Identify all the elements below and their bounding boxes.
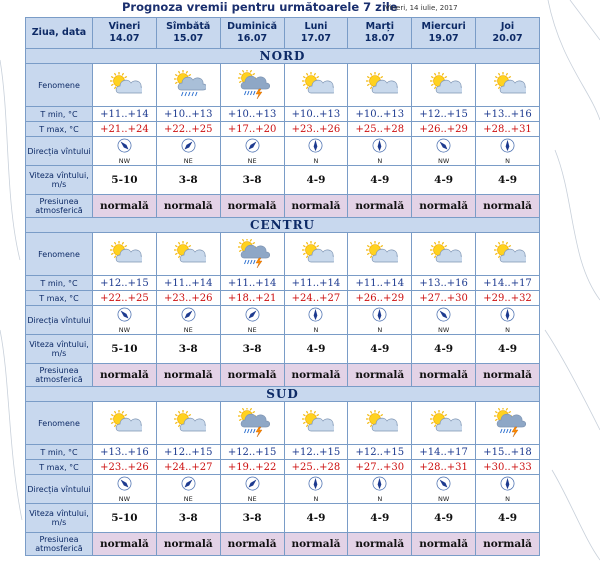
wind-dir-cell bbox=[284, 306, 348, 335]
day-date: 17.07 bbox=[300, 33, 331, 44]
row-label-pressure: Presiunea atmosferică bbox=[26, 533, 93, 556]
region-name: CENTRU bbox=[26, 218, 540, 233]
day-date: 14.07 bbox=[109, 33, 140, 44]
day-name: Marți bbox=[365, 21, 394, 32]
pressure-cell: normală bbox=[93, 364, 157, 387]
day-name: Sîmbătă bbox=[166, 21, 211, 32]
row-label-phenomena: Fenomene bbox=[26, 64, 93, 107]
compass-icon bbox=[308, 476, 323, 495]
pressure-row bbox=[26, 533, 540, 556]
day-header bbox=[284, 18, 348, 49]
wind-dir-text: NE bbox=[247, 325, 257, 334]
phenomena-cell bbox=[156, 402, 220, 445]
compass-icon bbox=[308, 138, 323, 157]
wind-dir-cell bbox=[93, 475, 157, 504]
wind-dir-row bbox=[26, 475, 540, 504]
row-label-tmax: T max, °C bbox=[26, 460, 93, 475]
wind-speed-row bbox=[26, 504, 540, 533]
phenomena-cell bbox=[476, 233, 540, 276]
wind-speed-cell: 4-9 bbox=[412, 335, 476, 364]
day-name: Miercuri bbox=[421, 21, 466, 32]
region-name: SUD bbox=[26, 387, 540, 402]
wind-speed-cell: 5-10 bbox=[93, 335, 157, 364]
phenomena-row bbox=[26, 402, 540, 445]
compass-icon bbox=[117, 476, 132, 495]
phenomena-cell bbox=[412, 402, 476, 445]
wind-dir-cell bbox=[284, 137, 348, 166]
wind-dir-text: N bbox=[505, 156, 510, 165]
row-label-wind-dir: Direcția vîntului bbox=[26, 306, 93, 335]
tmax-cell: +26..+29 bbox=[348, 291, 412, 306]
wind-dir-cell bbox=[156, 306, 220, 335]
compass-icon bbox=[245, 476, 260, 495]
day-name: Luni bbox=[304, 21, 328, 32]
pressure-cell: normală bbox=[93, 533, 157, 556]
compass-icon bbox=[500, 138, 515, 157]
phenomena-row bbox=[26, 64, 540, 107]
wind-dir-cell bbox=[284, 475, 348, 504]
phenomena-row bbox=[26, 233, 540, 276]
wind-dir-text: N bbox=[313, 494, 319, 503]
pressure-cell: normală bbox=[348, 364, 412, 387]
row-label-tmin: T min, °C bbox=[26, 276, 93, 291]
wind-speed-cell: 5-10 bbox=[93, 166, 157, 195]
phenomena-cell bbox=[284, 233, 348, 276]
phenomena-cell bbox=[93, 402, 157, 445]
tmin-cell: +10..+13 bbox=[220, 107, 284, 122]
tmin-cell: +12..+15 bbox=[93, 276, 157, 291]
region-row bbox=[26, 218, 540, 233]
sun-cloud-icon bbox=[93, 239, 156, 269]
wind-dir-cell bbox=[156, 137, 220, 166]
sun-cloud-icon bbox=[93, 70, 156, 100]
tmax-cell: +25..+28 bbox=[284, 460, 348, 475]
tmin-cell: +13..+16 bbox=[412, 276, 476, 291]
wind-dir-text: N bbox=[313, 325, 319, 334]
phenomena-cell bbox=[284, 64, 348, 107]
sun-cloud-icon bbox=[157, 239, 220, 269]
wind-speed-cell: 5-10 bbox=[93, 504, 157, 533]
phenomena-cell bbox=[476, 402, 540, 445]
compass-icon bbox=[245, 138, 260, 157]
tmax-cell: +24..+27 bbox=[284, 291, 348, 306]
row-label-wind-speed: Viteza vîntului, m/s bbox=[26, 166, 93, 195]
wind-speed-cell: 3-8 bbox=[156, 166, 220, 195]
pressure-cell: normală bbox=[220, 533, 284, 556]
tmin-cell: +12..+15 bbox=[220, 445, 284, 460]
wind-dir-cell bbox=[412, 306, 476, 335]
wind-dir-cell bbox=[220, 475, 284, 504]
row-label-pressure: Presiunea atmosferică bbox=[26, 364, 93, 387]
tmin-row bbox=[26, 445, 540, 460]
day-date: 20.07 bbox=[492, 33, 523, 44]
tmin-cell: +15..+18 bbox=[476, 445, 540, 460]
sun-cloud-icon bbox=[348, 239, 411, 269]
row-label-pressure: Presiunea atmosferică bbox=[26, 195, 93, 218]
sun-cloud-icon bbox=[157, 408, 220, 438]
sun-cloud-icon bbox=[412, 408, 475, 438]
tmin-cell: +12..+15 bbox=[156, 445, 220, 460]
pressure-cell: normală bbox=[220, 195, 284, 218]
compass-icon bbox=[436, 307, 451, 326]
pressure-cell: normală bbox=[284, 195, 348, 218]
row-label-phenomena: Fenomene bbox=[26, 233, 93, 276]
tmin-cell: +13..+16 bbox=[93, 445, 157, 460]
phenomena-cell bbox=[284, 402, 348, 445]
row-label-tmin: T min, °C bbox=[26, 445, 93, 460]
tmax-cell: +23..+26 bbox=[93, 460, 157, 475]
day-date: 19.07 bbox=[428, 33, 459, 44]
sun-cloud-icon bbox=[476, 70, 539, 100]
phenomena-cell bbox=[220, 402, 284, 445]
phenomena-cell bbox=[348, 233, 412, 276]
phenomena-cell bbox=[348, 64, 412, 107]
region-row bbox=[26, 387, 540, 402]
wind-speed-cell: 4-9 bbox=[412, 504, 476, 533]
wind-dir-text: NW bbox=[437, 156, 450, 165]
report-date: Vineri, 14 iulie, 2017 bbox=[385, 4, 458, 12]
wind-dir-text: N bbox=[505, 494, 510, 503]
tmax-cell: +19..+22 bbox=[220, 460, 284, 475]
row-label-tmax: T max, °C bbox=[26, 122, 93, 137]
phenomena-cell bbox=[476, 64, 540, 107]
wind-dir-cell bbox=[220, 306, 284, 335]
tmax-row bbox=[26, 291, 540, 306]
wind-speed-cell: 3-8 bbox=[220, 335, 284, 364]
pressure-row bbox=[26, 195, 540, 218]
tmax-cell: +23..+26 bbox=[156, 291, 220, 306]
tmax-row bbox=[26, 460, 540, 475]
day-header bbox=[220, 18, 284, 49]
wind-dir-text: NE bbox=[247, 494, 257, 503]
row-label-wind-dir: Direcția vîntului bbox=[26, 475, 93, 504]
tmin-cell: +12..+15 bbox=[284, 445, 348, 460]
wind-speed-cell: 4-9 bbox=[476, 166, 540, 195]
phenomena-cell bbox=[156, 233, 220, 276]
tmin-row bbox=[26, 107, 540, 122]
day-header bbox=[348, 18, 412, 49]
wind-dir-text: NW bbox=[118, 156, 131, 165]
tmax-cell: +27..+30 bbox=[412, 291, 476, 306]
tmax-cell: +25..+28 bbox=[348, 122, 412, 137]
wind-dir-cell bbox=[156, 475, 220, 504]
sun-cloud-icon bbox=[348, 408, 411, 438]
compass-icon bbox=[500, 476, 515, 495]
wind-dir-cell bbox=[348, 306, 412, 335]
pressure-cell: normală bbox=[412, 195, 476, 218]
wind-speed-cell: 3-8 bbox=[156, 504, 220, 533]
day-date: 16.07 bbox=[237, 33, 268, 44]
day-name: Vineri bbox=[108, 21, 141, 32]
sun-cloud-icon bbox=[348, 70, 411, 100]
tmin-cell: +11..+14 bbox=[220, 276, 284, 291]
wind-dir-cell bbox=[93, 306, 157, 335]
wind-dir-cell bbox=[476, 137, 540, 166]
tmax-row bbox=[26, 122, 540, 137]
pressure-cell: normală bbox=[476, 364, 540, 387]
tmax-cell: +24..+27 bbox=[156, 460, 220, 475]
wind-dir-text: N bbox=[377, 325, 383, 334]
tmin-cell: +10..+13 bbox=[348, 107, 412, 122]
wind-speed-cell: 3-8 bbox=[220, 504, 284, 533]
wind-speed-cell: 4-9 bbox=[476, 504, 540, 533]
tmax-cell: +21..+24 bbox=[93, 122, 157, 137]
thunder-rain-icon bbox=[221, 239, 284, 269]
tmin-cell: +10..+13 bbox=[284, 107, 348, 122]
day-name: Joi bbox=[500, 21, 515, 32]
wind-dir-row bbox=[26, 306, 540, 335]
wind-dir-cell bbox=[412, 137, 476, 166]
wind-dir-cell bbox=[348, 475, 412, 504]
header-row bbox=[26, 18, 540, 49]
tmax-cell: +22..+25 bbox=[93, 291, 157, 306]
wind-speed-cell: 4-9 bbox=[284, 166, 348, 195]
row-label-wind-speed: Viteza vîntului, m/s bbox=[26, 504, 93, 533]
compass-icon bbox=[372, 476, 387, 495]
day-header bbox=[156, 18, 220, 49]
tmax-cell: +29..+32 bbox=[476, 291, 540, 306]
region-row bbox=[26, 49, 540, 64]
sun-cloud-icon bbox=[285, 408, 348, 438]
wind-dir-text: N bbox=[377, 494, 383, 503]
wind-speed-cell: 4-9 bbox=[284, 335, 348, 364]
tmax-cell: +27..+30 bbox=[348, 460, 412, 475]
pressure-cell: normală bbox=[220, 364, 284, 387]
sun-cloud-icon bbox=[412, 239, 475, 269]
tmin-row bbox=[26, 276, 540, 291]
thunder-rain-icon bbox=[221, 70, 284, 100]
compass-icon bbox=[500, 307, 515, 326]
header-first-col: Ziua, data bbox=[26, 18, 93, 49]
wind-speed-cell: 3-8 bbox=[220, 166, 284, 195]
phenomena-cell bbox=[93, 233, 157, 276]
compass-icon bbox=[181, 138, 196, 157]
phenomena-cell bbox=[348, 402, 412, 445]
pressure-cell: normală bbox=[156, 533, 220, 556]
wind-dir-text: NW bbox=[437, 494, 450, 503]
row-label-wind-dir: Direcția vîntului bbox=[26, 137, 93, 166]
pressure-cell: normală bbox=[156, 195, 220, 218]
row-label-phenomena: Fenomene bbox=[26, 402, 93, 445]
tmin-cell: +10..+13 bbox=[156, 107, 220, 122]
phenomena-cell bbox=[412, 233, 476, 276]
wind-dir-row bbox=[26, 137, 540, 166]
tmin-cell: +12..+15 bbox=[348, 445, 412, 460]
tmin-cell: +13..+16 bbox=[476, 107, 540, 122]
wind-dir-text: NE bbox=[247, 156, 257, 165]
day-header bbox=[476, 18, 540, 49]
tmin-cell: +11..+14 bbox=[348, 276, 412, 291]
day-header bbox=[93, 18, 157, 49]
wind-speed-cell: 3-8 bbox=[156, 335, 220, 364]
compass-icon bbox=[308, 307, 323, 326]
pressure-cell: normală bbox=[348, 533, 412, 556]
wind-speed-cell: 4-9 bbox=[348, 335, 412, 364]
row-label-tmin: T min, °C bbox=[26, 107, 93, 122]
wind-dir-text: NE bbox=[183, 325, 193, 334]
day-date: 15.07 bbox=[173, 33, 204, 44]
pressure-row bbox=[26, 364, 540, 387]
wind-dir-text: N bbox=[505, 325, 510, 334]
wind-dir-cell bbox=[220, 137, 284, 166]
wind-dir-text: NW bbox=[118, 325, 131, 334]
region-name: NORD bbox=[26, 49, 540, 64]
tmax-cell: +23..+26 bbox=[284, 122, 348, 137]
compass-icon bbox=[117, 138, 132, 157]
wind-dir-cell bbox=[348, 137, 412, 166]
pressure-cell: normală bbox=[476, 533, 540, 556]
compass-icon bbox=[245, 307, 260, 326]
wind-dir-cell bbox=[93, 137, 157, 166]
compass-icon bbox=[436, 476, 451, 495]
tmin-cell: +11..+14 bbox=[284, 276, 348, 291]
wind-dir-text: NE bbox=[183, 494, 193, 503]
compass-icon bbox=[436, 138, 451, 157]
sun-cloud-icon bbox=[285, 70, 348, 100]
wind-speed-row bbox=[26, 166, 540, 195]
wind-dir-text: N bbox=[313, 156, 319, 165]
wind-dir-cell bbox=[476, 306, 540, 335]
sun-cloud-icon bbox=[285, 239, 348, 269]
wind-dir-cell bbox=[412, 475, 476, 504]
page-title: Prognoza vremii pentru următoarele 7 zile bbox=[122, 0, 398, 14]
sun-cloud-icon bbox=[476, 239, 539, 269]
wind-speed-row bbox=[26, 335, 540, 364]
thunder-rain-icon bbox=[221, 408, 284, 438]
phenomena-cell bbox=[156, 64, 220, 107]
tmin-cell: +14..+17 bbox=[476, 276, 540, 291]
wind-speed-cell: 4-9 bbox=[412, 166, 476, 195]
thunder-rain-icon bbox=[476, 408, 539, 438]
pressure-cell: normală bbox=[412, 533, 476, 556]
day-name: Duminică bbox=[227, 21, 278, 32]
sun-cloud-icon bbox=[412, 70, 475, 100]
pressure-cell: normală bbox=[412, 364, 476, 387]
wind-speed-cell: 4-9 bbox=[348, 504, 412, 533]
day-header bbox=[412, 18, 476, 49]
pressure-cell: normală bbox=[156, 364, 220, 387]
compass-icon bbox=[181, 307, 196, 326]
forecast-table bbox=[25, 17, 540, 556]
wind-dir-text: NW bbox=[118, 494, 131, 503]
pressure-cell: normală bbox=[476, 195, 540, 218]
sun-cloud-icon bbox=[93, 408, 156, 438]
tmax-cell: +28..+31 bbox=[412, 460, 476, 475]
compass-icon bbox=[181, 476, 196, 495]
day-date: 18.07 bbox=[364, 33, 395, 44]
wind-speed-cell: 4-9 bbox=[476, 335, 540, 364]
phenomena-cell bbox=[93, 64, 157, 107]
wind-speed-cell: 4-9 bbox=[348, 166, 412, 195]
rain-cloud-icon bbox=[157, 70, 220, 100]
phenomena-cell bbox=[412, 64, 476, 107]
pressure-cell: normală bbox=[284, 364, 348, 387]
tmax-cell: +26..+29 bbox=[412, 122, 476, 137]
page-header bbox=[0, 0, 550, 17]
tmin-cell: +11..+14 bbox=[156, 276, 220, 291]
tmax-cell: +30..+33 bbox=[476, 460, 540, 475]
wind-dir-cell bbox=[476, 475, 540, 504]
phenomena-cell bbox=[220, 233, 284, 276]
pressure-cell: normală bbox=[348, 195, 412, 218]
pressure-cell: normală bbox=[93, 195, 157, 218]
compass-icon bbox=[372, 307, 387, 326]
pressure-cell: normală bbox=[284, 533, 348, 556]
tmax-cell: +28..+31 bbox=[476, 122, 540, 137]
tmin-cell: +11..+14 bbox=[93, 107, 157, 122]
compass-icon bbox=[372, 138, 387, 157]
tmin-cell: +14..+17 bbox=[412, 445, 476, 460]
wind-dir-text: NW bbox=[437, 325, 450, 334]
tmin-cell: +12..+15 bbox=[412, 107, 476, 122]
compass-icon bbox=[117, 307, 132, 326]
phenomena-cell bbox=[220, 64, 284, 107]
row-label-wind-speed: Viteza vîntului, m/s bbox=[26, 335, 93, 364]
wind-speed-cell: 4-9 bbox=[284, 504, 348, 533]
wind-dir-text: NE bbox=[183, 156, 193, 165]
tmax-cell: +22..+25 bbox=[156, 122, 220, 137]
tmax-cell: +18..+21 bbox=[220, 291, 284, 306]
row-label-tmax: T max, °C bbox=[26, 291, 93, 306]
tmax-cell: +17..+20 bbox=[220, 122, 284, 137]
wind-dir-text: N bbox=[377, 156, 383, 165]
